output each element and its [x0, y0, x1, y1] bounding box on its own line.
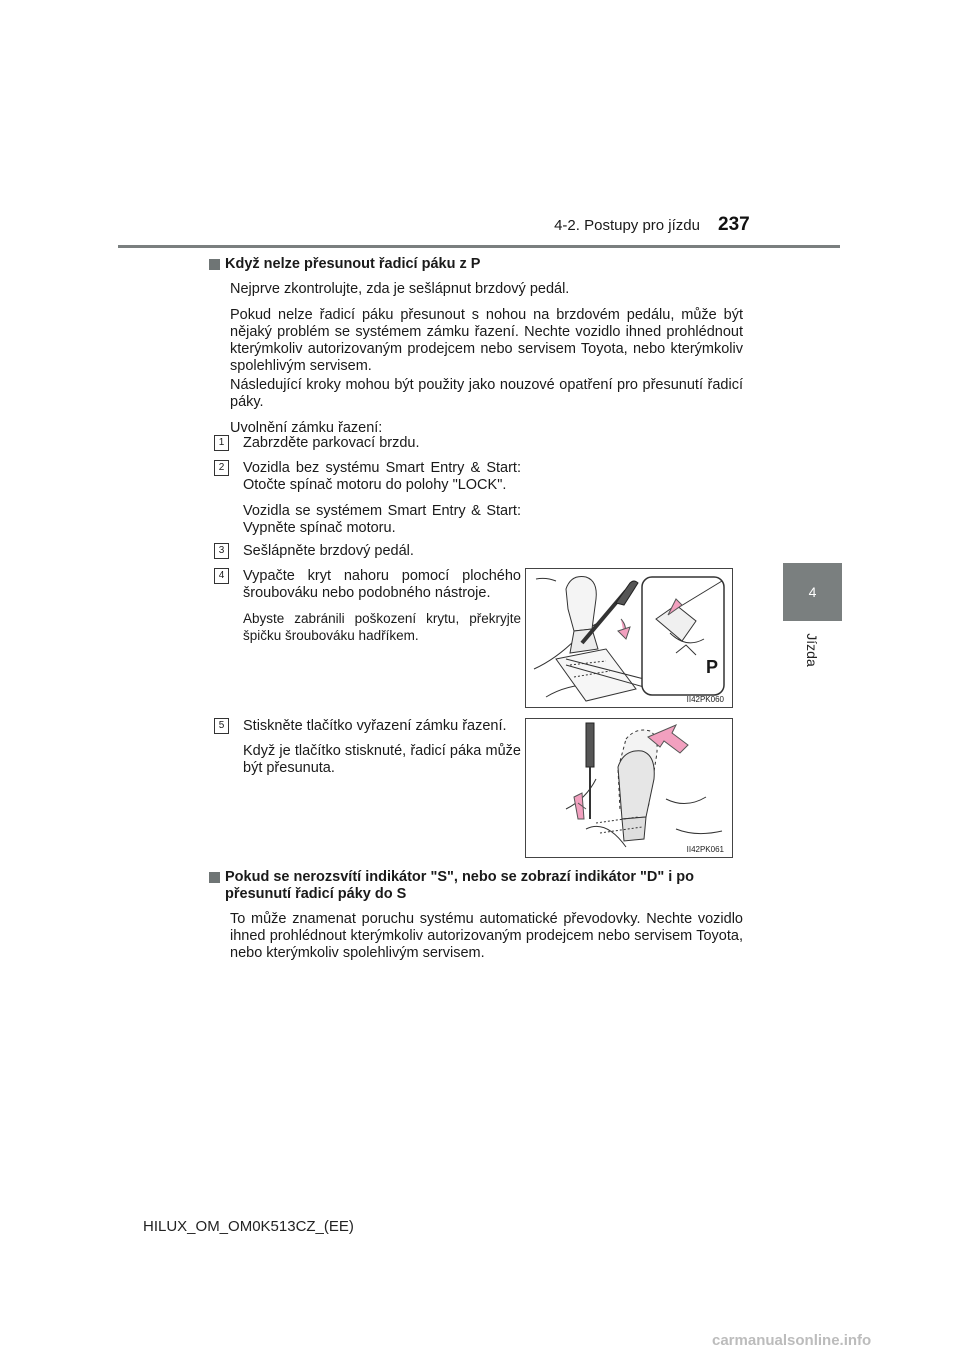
figure-release-button	[525, 718, 733, 858]
step-number: 1	[214, 435, 229, 451]
park-position-label: P	[706, 657, 719, 677]
step-text-alt: Vozidla se systémem Smart Entry & Start: Vypněte spínač motoru.	[243, 503, 521, 536]
paragraph: To může znamenat poruchu systému automatické převodovky. Nechte vozidlo ihned prohlédnout kterýmkoliv autorizovaným prodejcem nebo servisem Toyota, nebo kterýmkoliv spolehlivým servisem.	[230, 911, 743, 961]
step-text: Sešlápněte brzdový pedál.	[243, 543, 414, 559]
step-4	[214, 568, 521, 644]
paragraph: Následující kroky mohou být použity jako nouzové opatření pro přesunutí řadicí páky.	[230, 377, 743, 410]
paragraph: Pokud nelze řadicí páku přesunout s nohou na brzdovém pedálu, může být nějaký problém se systémem zámku řazení. Nechte vozidlo ihned prohlédnout kterýmkoliv autorizovaným prodejcem nebo servisem Toyota, nebo kterýmkoliv spolehlivým servisem.	[230, 307, 743, 374]
watermark: carmanualsonline.info	[712, 1332, 872, 1349]
section-heading-text: Když nelze přesunout řadicí páku z P	[225, 256, 481, 272]
step-2	[214, 460, 521, 537]
main-content	[209, 256, 743, 446]
step-text: Vozidla bez systému Smart Entry & Start: Otočte spínač motoru do polohy "LOCK".	[243, 460, 521, 493]
step-text: Zabrzděte parkovací brzdu.	[243, 435, 420, 451]
step-3	[214, 543, 521, 560]
figure-shift-cover	[525, 568, 733, 708]
section-2	[209, 869, 743, 971]
section-heading	[209, 256, 743, 273]
bullet-square-icon	[209, 872, 220, 883]
page-number: 237	[718, 214, 750, 235]
step-1	[214, 435, 743, 452]
step-text: Vypačte kryt nahoru pomocí plochého šroubováku nebo podobného nástroje.	[243, 568, 521, 601]
bullet-square-icon	[209, 259, 220, 270]
section-title: 4-2. Postupy pro jízdu	[554, 217, 700, 234]
header-divider	[118, 245, 840, 248]
paragraph: Nejprve zkontrolujte, zda je sešlápnut brzdový pedál.	[230, 281, 570, 297]
step-note: Když je tlačítko stisknuté, řadicí páka může být přesunuta.	[243, 743, 521, 776]
shift-cover-illustration	[526, 569, 732, 707]
section-heading	[209, 869, 743, 903]
step-text: Stiskněte tlačítko vyřazení zámku řazení.	[243, 718, 507, 734]
section-heading-text: Pokud se nerozsvítí indikátor "S", nebo se zobrazí indikátor "D" i po přesunutí řadicí páky do S	[225, 869, 695, 902]
release-button-illustration	[526, 719, 732, 857]
step-number: 2	[214, 460, 229, 476]
step-note: Abyste zabránili poškození krytu, překryjte špičku šroubováku hadříkem.	[243, 611, 521, 643]
figure-code: II42PK061	[686, 845, 724, 854]
step-5	[214, 718, 521, 777]
document-id: HILUX_OM_OM0K513CZ_(EE)	[143, 1218, 354, 1235]
paragraph: Uvolnění zámku řazení:	[230, 420, 383, 436]
figure-code: II42PK060	[686, 695, 724, 704]
chapter-tab: 4	[783, 563, 842, 621]
step-number: 3	[214, 543, 229, 559]
step-number: 4	[214, 568, 229, 584]
chapter-label: Jízda	[804, 633, 820, 667]
step-number: 5	[214, 718, 229, 734]
